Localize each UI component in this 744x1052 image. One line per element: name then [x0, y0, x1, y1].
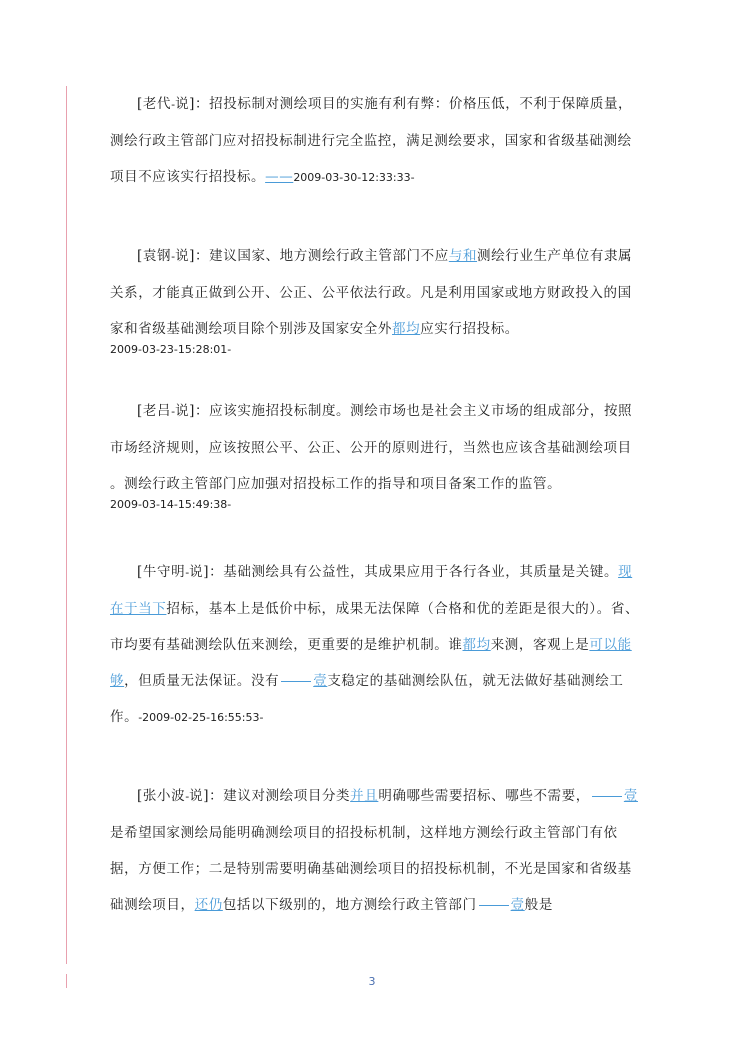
deleted-one-mark	[479, 905, 509, 906]
say-label: 说	[175, 248, 190, 264]
page-number: 3	[368, 975, 376, 988]
comment-2	[110, 238, 642, 361]
document-page	[110, 86, 642, 923]
tracked-edit[interactable]: 壹	[510, 897, 525, 913]
spacer	[110, 361, 642, 393]
comment-timestamp: 2009-03-30-12:33:33-	[293, 171, 415, 184]
bracket-close: ]：	[189, 248, 210, 264]
tracked-edit[interactable]: 都均	[462, 637, 491, 653]
bracket-close: ]：	[203, 564, 224, 580]
bracket-open: [	[137, 788, 143, 804]
tracked-edit[interactable]: 现在于当下	[110, 564, 633, 617]
bracket-close: ]：	[189, 403, 210, 419]
tracked-edit[interactable]: 并且	[350, 788, 379, 804]
comment-3	[110, 393, 642, 516]
say-label: 说	[189, 564, 204, 580]
margin-rule	[66, 86, 67, 964]
spacer	[110, 516, 642, 554]
comment-4	[110, 554, 642, 736]
spacer	[110, 196, 642, 238]
bracket-open: [	[137, 403, 143, 419]
comment-author: 老吕	[142, 403, 172, 419]
comment-text: 包括以下级别的，地方测绘行政主管部门	[222, 897, 477, 913]
comment-timestamp: -2009-02-25-16:55:53-	[138, 711, 264, 724]
comment-text: 支稳定的基础测绘队伍，就无法做好基础测绘工作。	[110, 673, 624, 725]
tracked-edit[interactable]: 可以能够	[110, 637, 632, 689]
comment-timestamp: 2009-03-23-15:28:01-	[110, 343, 232, 356]
comment-text: 明确哪些需要招标、哪些不需要，	[378, 788, 590, 804]
comment-1	[110, 86, 642, 196]
say-label: 说	[189, 788, 204, 804]
say-label: 说	[175, 96, 190, 112]
say-label: 说	[175, 403, 190, 419]
comment-author: 牛守明	[142, 564, 186, 580]
comment-text: 建议对测绘项目分类	[223, 788, 351, 804]
bracket-open: [	[137, 248, 143, 264]
author-dash: -	[171, 250, 176, 263]
tracked-edit[interactable]: 还仍	[194, 897, 223, 913]
bracket-close: ]：	[189, 96, 210, 112]
comment-text: 是希望国家测绘局能明确测绘项目的招投标机制，这样地方测绘行政主管部门有依据，方便工作；二是特别需要明确基础测绘项目的招投标机制，不光是国家和省级基础测绘项目，	[110, 825, 632, 913]
comment-text: ，但质量无法保证。没有	[124, 673, 280, 689]
comment-author: 袁钢	[142, 248, 172, 264]
comment-timestamp: 2009-03-14-15:49:38-	[110, 498, 232, 511]
author-dash: -	[185, 566, 190, 579]
spacer	[110, 736, 642, 778]
tracked-edit[interactable]: 都均	[392, 321, 421, 337]
bracket-open: [	[137, 96, 143, 112]
comment-text: 招投标制对测绘项目的实施有利有弊：价格压低，不利于保障质量，测绘行政主管部门应对招投标制进行完全监控，满足测绘要求，国家和省级基础测绘项目不应该实行招投标。	[110, 96, 633, 185]
comment-author: 张小波	[142, 788, 186, 804]
tracked-edit[interactable]: 壹	[623, 788, 638, 804]
tracked-edit[interactable]: 与和	[448, 248, 478, 264]
comment-5	[110, 778, 642, 923]
author-dash: -	[171, 98, 176, 111]
tracked-edit[interactable]: 壹	[313, 673, 328, 689]
comment-text: 应该实施招投标制度。测绘市场也是社会主义市场的组成部分，按照市场经济规则，应该按照公平、公正、公开的原则进行，当然也应该含基础测绘项目 。测绘行政主管部门应加强对招投标工作的指导和项目备案工作的监管。	[110, 403, 633, 492]
comment-text: 招标，基本上是低价中标，成果无法保障（合格和优的差距是很大的）。省、市均要有基础测绘队伍来测绘，更重要的是维护机制。谁	[110, 601, 640, 653]
deleted-one-mark	[281, 681, 311, 682]
author-dash: -	[185, 790, 190, 803]
deleted-one-mark	[592, 796, 622, 797]
comment-text: 般是	[524, 897, 553, 913]
comment-text: 基础测绘具有公益性，其成果应用于各行各业，其质量是关键。	[223, 564, 619, 580]
bracket-close: ]：	[203, 788, 224, 804]
comment-text: 应实行招投标。	[420, 321, 519, 337]
timestamp-dash: ——	[265, 169, 294, 185]
comment-text: 测绘行业生产单位有隶属关系，才能真正做到公开、公正、公平依法行政。凡是利用国家或地方财政投入的国家和省级基础测绘项目除个别涉及国家安全外	[110, 248, 633, 337]
comment-text: 建议国家、地方测绘行政主管部门不应	[209, 248, 449, 264]
author-dash: -	[171, 405, 176, 418]
bracket-open: [	[137, 564, 143, 580]
comment-text: 来测，客观上是	[490, 637, 590, 653]
comment-author: 老代	[142, 96, 172, 112]
